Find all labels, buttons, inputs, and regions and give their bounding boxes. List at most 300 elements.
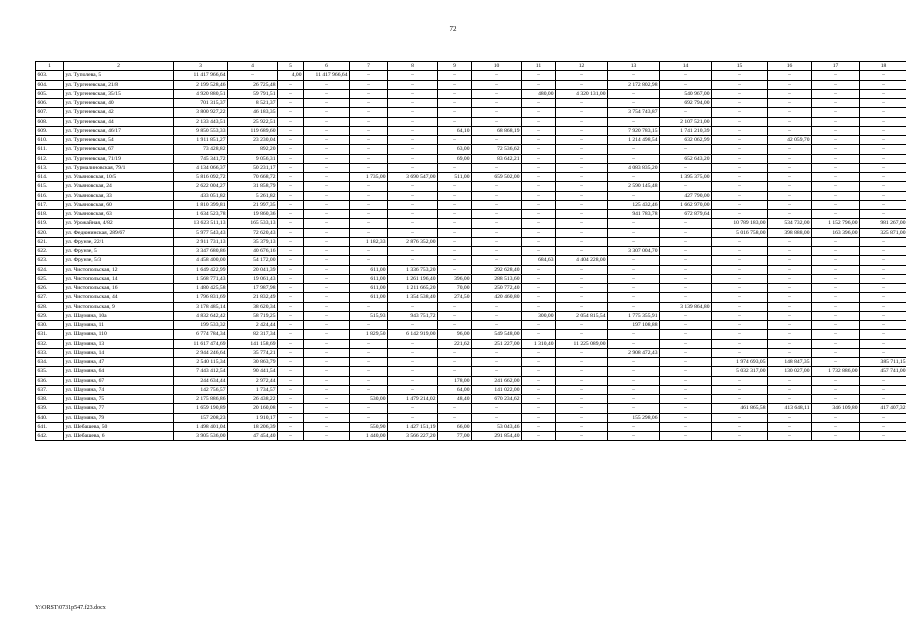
value-cell: – [522,71,556,80]
value-cell: – [522,247,556,256]
value-cell: – [388,321,438,330]
value-cell: – [522,80,556,89]
value-cell: – [812,358,860,367]
value-cell: – [860,247,906,256]
value-cell: – [556,385,608,394]
value-cell: 611,00 [350,265,388,274]
value-cell: 1 182,33 [350,237,388,246]
value-cell: – [660,163,712,172]
value-cell: 981 267,00 [860,219,906,228]
table-row [36,247,906,256]
value-cell: 1 261 196,40 [388,274,438,283]
value-cell: – [388,108,438,117]
table-row [36,80,906,89]
value-cell: – [660,376,712,385]
table-row [36,432,906,441]
value-cell: – [278,265,304,274]
value-cell: 1 796 831,69 [174,293,228,302]
value-cell: – [350,182,388,191]
value-cell: – [860,274,906,283]
value-cell: – [860,385,906,394]
value-cell: – [278,348,304,357]
value-cell: – [608,367,660,376]
address-cell: ул. Чистопольская, 16 [64,284,174,293]
value-cell: – [522,358,556,367]
value-cell: 82 317,34 [228,330,278,339]
value-cell: – [860,293,906,302]
value-cell: – [438,247,472,256]
row-number-cell: 635. [36,367,64,376]
address-cell: ул. Шаумяна, 110 [64,330,174,339]
value-cell: – [522,219,556,228]
value-cell: 163 396,00 [812,228,860,237]
value-cell: – [304,145,350,154]
value-cell: – [278,293,304,302]
value-cell: 692 794,00 [660,99,712,108]
value-cell: – [660,219,712,228]
value-cell: – [438,321,472,330]
value-cell: 1 480 425,58 [174,284,228,293]
value-cell: – [556,330,608,339]
value-cell: – [812,145,860,154]
value-cell: – [472,136,522,145]
value-cell: 10 789 183,00 [712,219,768,228]
value-cell: 70 668,72 [228,173,278,182]
value-cell: – [860,395,906,404]
row-number-cell: 607. [36,108,64,117]
value-cell: – [350,210,388,219]
value-cell: 3 800 927,22 [174,108,228,117]
value-cell: – [278,284,304,293]
value-cell: – [608,302,660,311]
value-cell: – [388,404,438,413]
value-cell: – [304,136,350,145]
value-cell: – [388,376,438,385]
value-cell: 2 199 528,46 [174,80,228,89]
value-cell: – [608,173,660,182]
table-row [36,89,906,98]
table-row [36,210,906,219]
value-cell: 4 458 400,00 [174,256,228,265]
value-cell: – [860,89,906,98]
value-cell: – [438,367,472,376]
value-cell: – [522,376,556,385]
table-row [36,71,906,80]
address-cell: ул. Шаумяна, 13 [64,339,174,348]
value-cell: – [522,163,556,172]
value-cell: – [278,302,304,311]
value-cell: – [768,395,812,404]
value-cell: – [278,256,304,265]
value-cell: – [660,367,712,376]
value-cell: – [860,191,906,200]
value-cell: – [556,126,608,135]
value-cell: 90 441,54 [228,367,278,376]
value-cell: – [608,358,660,367]
value-cell: – [472,117,522,126]
table-row [36,422,906,431]
value-cell: 18 206,39 [228,422,278,431]
row-number-cell: 606. [36,99,64,108]
value-cell: – [388,219,438,228]
value-cell: 72 536,62 [472,145,522,154]
value-cell: 1 211 665,20 [388,284,438,293]
value-cell: – [304,256,350,265]
value-cell: – [438,302,472,311]
value-cell: 1 910,17 [228,413,278,422]
value-cell: – [388,210,438,219]
address-cell: ул. Урожайная, 4/82 [64,219,174,228]
value-cell: – [608,89,660,98]
value-cell: 3 347 680,86 [174,247,228,256]
value-cell: – [712,265,768,274]
value-cell: 66,00 [438,422,472,431]
value-cell: 11 225 089,00 [556,339,608,348]
value-cell: 2 424,44 [228,321,278,330]
row-number-cell: 621. [36,237,64,246]
value-cell: – [556,99,608,108]
value-cell: – [712,376,768,385]
value-cell: – [388,182,438,191]
value-cell: – [768,108,812,117]
value-cell: – [522,395,556,404]
value-cell: – [768,413,812,422]
value-cell: – [350,163,388,172]
value-cell: – [304,385,350,394]
value-cell: – [556,293,608,302]
value-cell: – [388,228,438,237]
value-cell: – [860,284,906,293]
value-cell: – [712,117,768,126]
value-cell: 30 863,79 [228,358,278,367]
value-cell: – [860,117,906,126]
value-cell: – [712,163,768,172]
value-cell: 417 407,32 [860,404,906,413]
value-cell: 4 083 835,20 [608,163,660,172]
row-number-cell: 619. [36,219,64,228]
value-cell: 64,10 [438,126,472,135]
value-cell: 2 972,44 [228,376,278,385]
value-cell: 2 133 443,51 [174,117,228,126]
value-cell: – [304,126,350,135]
value-cell: – [522,126,556,135]
value-cell: – [438,237,472,246]
value-cell: 9 056,31 [228,154,278,163]
value-cell: – [860,302,906,311]
value-cell: 3 566 227,20 [388,432,438,441]
value-cell: – [350,145,388,154]
value-cell: – [712,108,768,117]
value-cell: – [712,284,768,293]
value-cell: – [768,99,812,108]
value-cell: – [350,71,388,80]
value-cell: 433 051,82 [174,191,228,200]
value-cell: – [522,210,556,219]
value-cell: – [660,80,712,89]
value-cell: – [860,432,906,441]
value-cell: 72 620,43 [228,228,278,237]
value-cell: – [522,413,556,422]
value-cell: – [812,117,860,126]
value-cell: – [712,274,768,283]
value-cell: – [472,256,522,265]
value-cell: – [522,145,556,154]
value-cell: 125 432,46 [608,200,660,209]
header-row [36,62,906,71]
value-cell: – [350,348,388,357]
value-cell: – [438,358,472,367]
value-cell: – [768,274,812,283]
value-cell: – [860,80,906,89]
value-cell: – [608,432,660,441]
value-cell: – [812,182,860,191]
value-cell: – [438,182,472,191]
value-cell: – [768,210,812,219]
row-number-cell: 610. [36,136,64,145]
value-cell: 1 152 796,00 [812,219,860,228]
value-cell: – [812,80,860,89]
value-cell: – [768,200,812,209]
value-cell: – [304,432,350,441]
value-cell: – [522,404,556,413]
value-cell: – [712,80,768,89]
table-row [36,395,906,404]
value-cell: 3 754 743,87 [608,108,660,117]
value-cell: – [712,237,768,246]
value-cell: 77,00 [438,432,472,441]
value-cell: – [278,247,304,256]
value-cell: 4,00 [278,71,304,80]
value-cell: 250 772,40 [472,284,522,293]
value-cell: – [712,126,768,135]
value-cell: – [768,339,812,348]
value-cell: – [556,376,608,385]
value-cell: – [768,80,812,89]
value-cell: – [438,117,472,126]
value-cell: – [522,432,556,441]
value-cell: – [812,302,860,311]
value-cell: – [712,191,768,200]
value-cell: – [712,99,768,108]
value-cell: – [350,117,388,126]
value-cell: – [472,71,522,80]
value-cell: – [860,348,906,357]
value-cell: – [472,99,522,108]
value-cell: – [350,126,388,135]
address-cell: ул. Шебашева, 6 [64,432,174,441]
value-cell: – [304,367,350,376]
value-cell: – [388,367,438,376]
column-number-18: 18 [860,62,906,71]
value-cell: – [608,330,660,339]
address-cell: ул. Фрунзе, 5/3 [64,256,174,265]
value-cell: 659 502,00 [472,173,522,182]
value-cell: – [278,117,304,126]
value-cell: – [522,321,556,330]
table-row [36,145,906,154]
value-cell: – [608,293,660,302]
table-row [36,256,906,265]
value-cell: – [472,228,522,237]
value-cell: – [304,302,350,311]
table-row [36,348,906,357]
value-cell: – [278,274,304,283]
value-cell: – [812,163,860,172]
value-cell: – [812,108,860,117]
value-cell: – [608,117,660,126]
value-cell: – [522,108,556,117]
value-cell: – [556,117,608,126]
value-cell: – [608,385,660,394]
value-cell: 25 922,51 [228,117,278,126]
value-cell: 165 533,13 [228,219,278,228]
value-cell: – [660,145,712,154]
value-cell: 385 711,15 [860,358,906,367]
address-cell: ул. Тургеневская, 21/8 [64,80,174,89]
table-row [36,173,906,182]
value-cell: – [304,395,350,404]
value-cell: – [304,99,350,108]
value-cell: 2 876 352,00 [388,237,438,246]
value-cell: – [712,293,768,302]
value-cell: – [660,385,712,394]
row-number-cell: 616. [36,191,64,200]
value-cell: 2 107 521,00 [660,117,712,126]
value-cell: – [556,80,608,89]
value-cell: 1 634 523,78 [174,210,228,219]
value-cell: – [438,404,472,413]
value-cell: – [556,228,608,237]
value-cell: – [712,136,768,145]
address-cell: ул. Ульяновская, 33 [64,191,174,200]
value-cell: – [768,256,812,265]
row-number-cell: 620. [36,228,64,237]
value-cell: 1 662 970,00 [660,200,712,209]
row-number-cell: 609. [36,126,64,135]
value-cell: – [712,89,768,98]
value-cell: 1 732 886,00 [812,367,860,376]
table-row [36,117,906,126]
table-row [36,385,906,394]
value-cell: – [438,265,472,274]
value-cell: – [812,191,860,200]
column-number-7: 7 [350,62,388,71]
value-cell: – [438,311,472,320]
value-cell: 11 617 474,69 [174,339,228,348]
value-cell: – [768,163,812,172]
value-cell: – [350,200,388,209]
table-row [36,191,906,200]
value-cell: 461 865,58 [712,404,768,413]
value-cell: – [388,89,438,98]
column-number-8: 8 [388,62,438,71]
value-cell: – [660,247,712,256]
value-cell: – [768,321,812,330]
value-cell: – [860,422,906,431]
value-cell: 5 032 317,00 [712,367,768,376]
table-row [36,311,906,320]
address-cell: ул. Ульяновская, 10/5 [64,173,174,182]
value-cell: – [812,247,860,256]
table-row [36,274,906,283]
value-cell: – [522,173,556,182]
value-cell: – [304,237,350,246]
value-cell: – [350,108,388,117]
value-cell: – [438,80,472,89]
value-cell: – [472,348,522,357]
value-cell: – [660,422,712,431]
value-cell: – [660,339,712,348]
value-cell: 142 756,57 [174,385,228,394]
row-number-cell: 626. [36,284,64,293]
value-cell: – [472,358,522,367]
value-cell: 40 676,16 [228,247,278,256]
value-cell: – [350,367,388,376]
value-cell: – [768,247,812,256]
value-cell: 684,63 [522,256,556,265]
value-cell: – [860,265,906,274]
value-cell: – [860,210,906,219]
table-row [36,182,906,191]
value-cell: – [522,302,556,311]
value-cell: – [388,256,438,265]
value-cell: – [768,71,812,80]
value-cell: 1 974 693,05 [712,358,768,367]
value-cell: – [712,302,768,311]
table-row [36,413,906,422]
value-cell: – [556,274,608,283]
value-cell: 550,90 [350,422,388,431]
row-number-cell: 612. [36,154,64,163]
value-cell: 23 230,04 [228,136,278,145]
value-cell: – [712,432,768,441]
value-cell: 1 214 498,54 [608,136,660,145]
value-cell: – [388,385,438,394]
value-cell: 413 648,11 [768,404,812,413]
value-cell: – [608,71,660,80]
row-number-cell: 625. [36,274,64,283]
value-cell: – [304,376,350,385]
value-cell: 141 158,69 [228,339,278,348]
value-cell: – [712,256,768,265]
value-cell: – [860,237,906,246]
value-cell: 8 521,37 [228,99,278,108]
value-cell: – [812,339,860,348]
value-cell: – [556,237,608,246]
value-cell: – [712,247,768,256]
file-path-footer: Y:\ORST\0731p547.f23.docx [35,605,106,611]
value-cell: – [278,126,304,135]
value-cell: 7 920 783,15 [608,126,660,135]
value-cell: – [812,385,860,394]
value-cell: – [860,330,906,339]
address-cell: ул. Шаумяна, 74 [64,385,174,394]
address-cell: ул. Тургеневская, 67 [64,145,174,154]
row-number-cell: 633. [36,348,64,357]
address-cell: ул. Тургеневская, 44 [64,117,174,126]
value-cell: 20 160,08 [228,404,278,413]
value-cell: – [660,284,712,293]
value-cell: – [522,330,556,339]
value-cell: 141 022,00 [472,385,522,394]
value-cell: – [278,376,304,385]
value-cell: 2 908 472,43 [608,348,660,357]
value-cell: 2 590 145,48 [608,182,660,191]
value-cell: – [388,145,438,154]
value-cell: – [556,136,608,145]
value-cell: – [438,71,472,80]
value-cell: – [812,311,860,320]
